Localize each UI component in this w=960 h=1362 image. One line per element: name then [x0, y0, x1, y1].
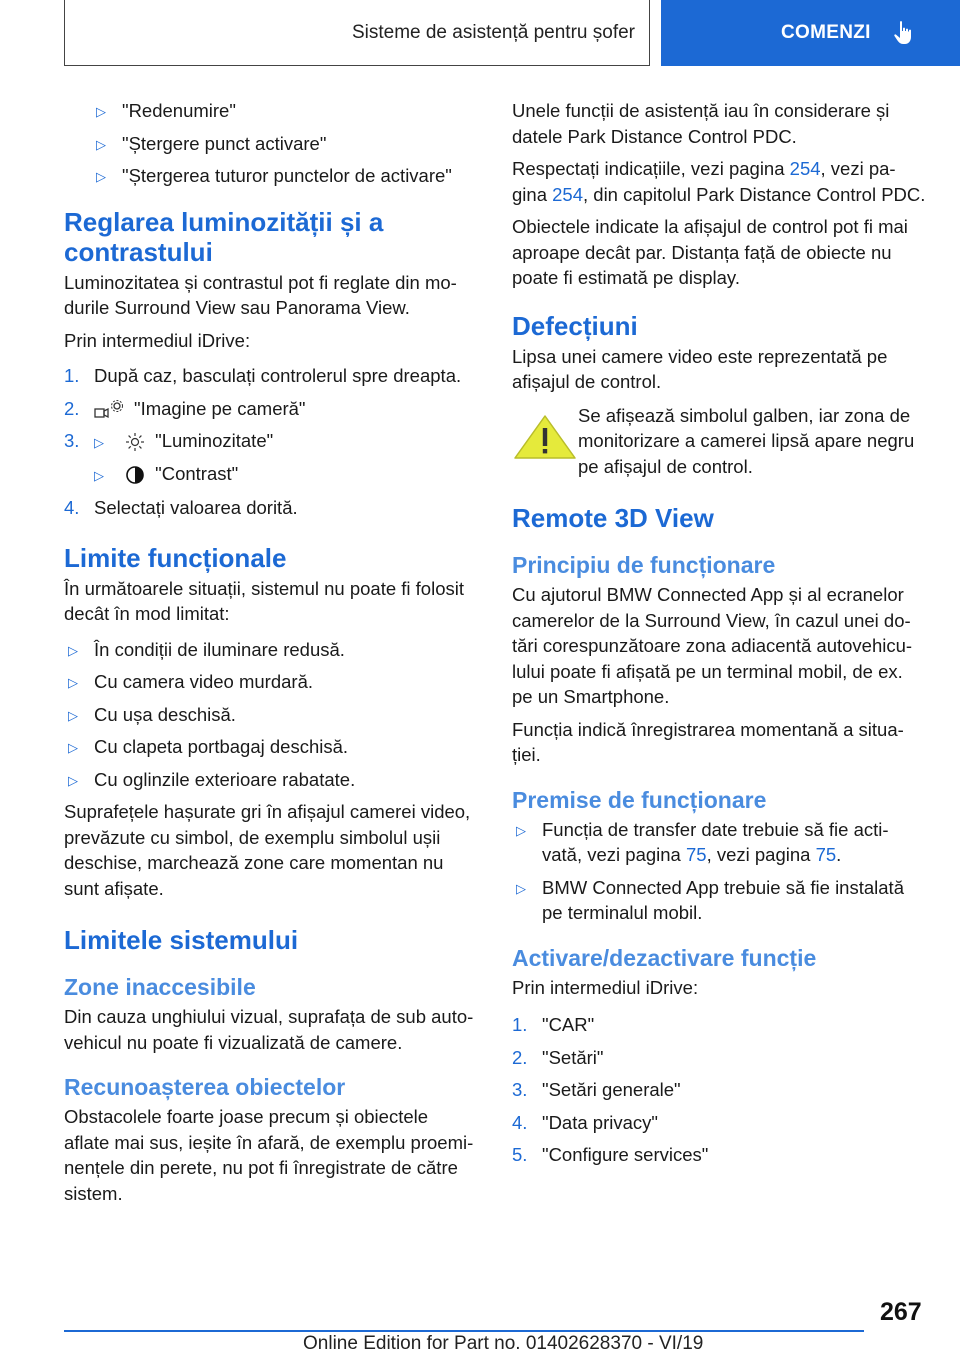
- page-link[interactable]: 75: [815, 844, 837, 865]
- list-item: 4. Selectați valoarea dorită.: [64, 497, 298, 518]
- subheading-prerequisites: Premise de funcționare: [512, 786, 767, 813]
- list-item: ▷ În condiții de iluminare redusă.: [64, 637, 478, 663]
- triangle-bullet-icon: ▷: [96, 104, 106, 119]
- triangle-bullet-icon: ▷: [68, 772, 78, 788]
- triangle-bullet-icon: ▷: [68, 740, 78, 755]
- section-title-text: Sisteme de asistență pentru șofer: [351, 21, 635, 43]
- heading-functional-limits: Limite funcționale: [64, 542, 287, 573]
- right-column: [512, 98, 926, 1175]
- triangle-bullet-icon: ▷: [516, 822, 526, 838]
- subheading-object-recognition: Recunoașterea obiectelor: [64, 1074, 346, 1100]
- paragraph: Suprafețele hașurate gri în afișajul camerei video, prevăzute cu simbol, de exemplu simbolul ușii deschise, marchează zone care momentan nu sunt afișate.: [64, 801, 471, 899]
- heading-brightness-contrast: Reglarea luminozității și a contrastului: [64, 206, 384, 267]
- page-link[interactable]: 75: [685, 844, 707, 865]
- paragraph: Prin intermediul iDrive:: [64, 329, 251, 351]
- paragraph: Funcția indică înregistrarea momentană a situa‐ției.: [512, 718, 904, 765]
- heading-malfunctions: Defecțiuni: [512, 310, 638, 341]
- footer-divider: [64, 1330, 864, 1332]
- list-item: 1. După caz, basculați controlerul spre dreapta.: [64, 365, 462, 386]
- list-item: 2. "Imagine pe cameră": [64, 396, 478, 422]
- list-item: ▷ Cu clapeta portbagaj deschisă.: [64, 734, 478, 760]
- triangle-bullet-icon: ▷: [68, 707, 78, 723]
- triangle-bullet-icon: ▷: [516, 880, 526, 896]
- list-item: ▷ "Ștergere punct activare": [64, 131, 478, 157]
- list-item: 4. "Data privacy": [512, 1111, 658, 1133]
- paragraph: Prin intermediul iDrive:: [512, 976, 699, 998]
- paragraph: Luminozitatea și contrastul pot fi reglate din mo‐durile Surround View sau Panorama View.: [64, 271, 457, 318]
- warning-note: [512, 403, 926, 480]
- tab-comenzi[interactable]: [661, 0, 960, 66]
- list-item: ▷ Cu oglinzile exterioare rabatate.: [64, 767, 478, 793]
- paragraph: În următoarele situații, sistemul nu poate fi folosit decât în mod limitat:: [64, 577, 464, 624]
- triangle-bullet-icon: ▷: [68, 675, 78, 690]
- paragraph: Cu ajutorul BMW Connected App și al ecranelor camerelor de la Surround View, în cazul unei do‐tări corespunzătoare zona adiacentă autovehicu‐lului poate fi afișată pe un terminal mobil, de ex. pe un Smartphone.: [512, 584, 913, 707]
- heading-remote-3d-view: Remote 3D View: [512, 503, 714, 533]
- paragraph: Respectați indicațiile, vezi pagina 254, vezi pa‐gina 254, din capitolul Park Distance Control PDC.: [512, 158, 926, 205]
- list-item: ▷ "Redenumire": [64, 98, 478, 124]
- contrast-icon: [125, 465, 145, 485]
- triangle-bullet-icon: ▷: [96, 136, 106, 152]
- subheading-inaccessible-zones: Zone inaccesibile: [64, 974, 256, 1000]
- hand-pointer-icon: [893, 20, 915, 46]
- camera-settings-icon: [94, 399, 124, 421]
- page-link[interactable]: 254: [789, 158, 821, 179]
- triangle-bullet-icon: ▷: [96, 169, 106, 184]
- list-item: 2. "Setări": [512, 1046, 604, 1068]
- triangle-bullet-icon: ▷: [68, 642, 78, 658]
- list-item: 3. "Setări generale": [512, 1079, 681, 1100]
- page-header: [0, 0, 960, 66]
- paragraph: Obstacolele foarte joase precum și obiectele aflate mai sus, ieșite în afară, de exemplu proemi‐nențele din perete, nu pot fi înregistrate de către sistem.: [64, 1106, 474, 1204]
- page-number: 267: [880, 1298, 922, 1326]
- subheading-activate-deactivate: Activare/dezactivare funcție: [512, 944, 817, 971]
- list-item: 1. "CAR": [512, 1014, 595, 1035]
- warning-text: Se afișează simbolul galben, iar zona de monitorizare a camerei lipsă apare negru pe afișajul de control.: [578, 404, 915, 477]
- list-item: ▷ Funcția de transfer date trebuie să fie acti‐vată, vezi pagina 75, vezi pagina 75.: [516, 818, 889, 865]
- list-item: ▷ BMW Connected App trebuie să fie instalată pe terminalul mobil.: [516, 876, 904, 923]
- paragraph: Obiectele indicate la afișajul de control pot fi mai aproape decât par. Distanța față de obiecte nu poate fi estimată pe display.: [512, 216, 908, 288]
- list-item: 3. ▷ "Luminozitate": [64, 430, 274, 451]
- left-column: [64, 98, 478, 1213]
- warning-triangle-icon: [512, 413, 578, 461]
- subheading-operating-principle: Principiu de funcționare: [512, 552, 776, 578]
- section-title: [64, 0, 650, 66]
- edition-note: Online Edition for Part no. 01402628370 - VI/19: [303, 1333, 704, 1354]
- list-item: ▷ Cu ușa deschisă.: [64, 702, 478, 728]
- paragraph: Unele funcții de asistență iau în considerare și datele Park Distance Control PDC.: [512, 100, 890, 147]
- triangle-bullet-icon: ▷: [94, 467, 104, 483]
- list-item: ▷ "Ștergerea tuturor punctelor de activare": [64, 163, 478, 189]
- list-item: ▷ "Contrast": [94, 462, 239, 484]
- list-item: ▷ Cu camera video murdară.: [64, 669, 478, 695]
- triangle-bullet-icon: ▷: [94, 435, 104, 450]
- page-link[interactable]: 254: [552, 183, 583, 205]
- heading-system-limits: Limitele sistemului: [64, 925, 299, 955]
- list-item: 5. "Configure services": [512, 1144, 709, 1165]
- paragraph: Lipsa unei camere video este reprezentată pe afișajul de control.: [512, 345, 888, 392]
- paragraph: Din cauza unghiului vizual, suprafața de sub auto‐vehicul nu poate fi vizualizată de camere.: [64, 1006, 474, 1053]
- tab-comenzi-label: COMENZI: [781, 22, 871, 43]
- brightness-icon: [125, 432, 145, 452]
